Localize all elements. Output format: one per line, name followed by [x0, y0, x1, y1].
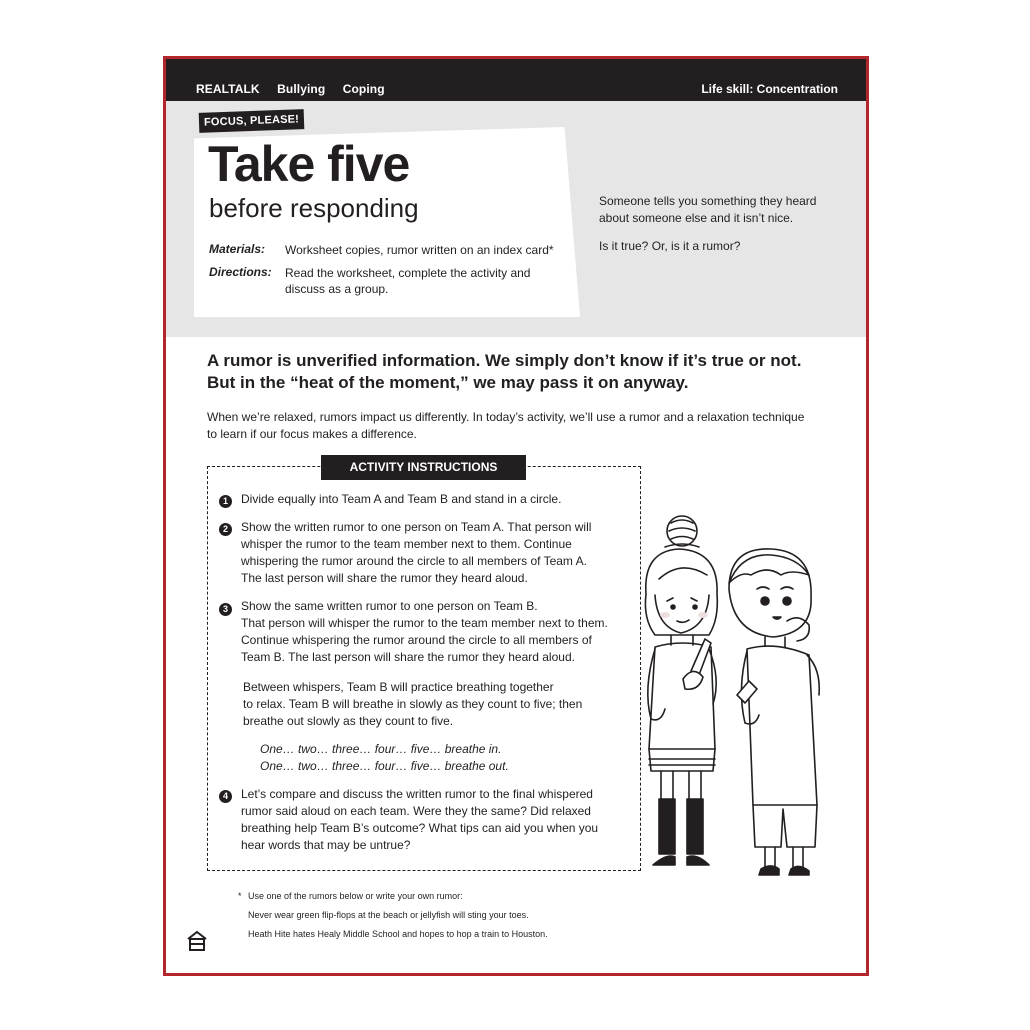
- focus-tag: FOCUS, PLEASE!: [199, 109, 305, 133]
- breathing-line: breathe out slowly as they count to five.: [243, 714, 454, 728]
- breathing-line: Between whispers, Team B will practice breathing together: [243, 680, 554, 694]
- worksheet-page: [163, 56, 869, 976]
- directions-value-1: Read the worksheet, complete the activity and: [285, 266, 531, 280]
- step-2-line: whisper the rumor to the team member next to them. Continue: [241, 537, 572, 551]
- lead-line-1: A rumor is unverified information. We simply don’t know if it’s true or not.: [207, 351, 802, 370]
- house-logo-icon: [186, 930, 208, 952]
- side-text-2: about someone else and it isn’t nice.: [599, 211, 794, 225]
- materials-label: Materials:: [209, 242, 266, 256]
- step-2-line: Show the written rumor to one person on Team A. That person will: [241, 520, 592, 534]
- step-4-line: Let’s compare and discuss the written rumor to the final whispered: [241, 787, 593, 801]
- side-text-1: Someone tells you something they heard: [599, 194, 817, 208]
- breathing-line: to relax. Team B will breathe in slowly as they count to five; then: [243, 697, 583, 711]
- step-3: [241, 598, 631, 666]
- lead-statement: [207, 350, 847, 394]
- nav-coping: Coping: [342, 82, 385, 96]
- brand-label: REALTALK: [196, 82, 260, 96]
- boy-figure: [729, 549, 819, 875]
- step-3-line: Team B. The last person will share the rumor they heard aloud.: [241, 650, 575, 664]
- step-2-line: whispering the rumor around the circle to all members of Team A.: [241, 554, 587, 568]
- step-3-line: Continue whispering the rumor around the circle to all members of: [241, 633, 592, 647]
- footnote-line-2: Never wear green flip-flops at the beach or jellyfish will sting your toes.: [248, 910, 529, 920]
- materials-value: Worksheet copies, rumor written on an index card*: [285, 243, 554, 257]
- page-title: Take five: [208, 136, 410, 192]
- directions-label: Directions:: [209, 265, 272, 279]
- header-panel: [166, 101, 866, 337]
- top-nav: [196, 82, 399, 96]
- intro-line-2: to learn if our focus makes a difference.: [207, 427, 417, 441]
- step-3-breathing: [243, 679, 633, 730]
- step-4-line: hear words that may be untrue?: [241, 838, 411, 852]
- intro-line-1: When we’re relaxed, rumors impact us differently. In today’s activity, we’ll use a rumor and a relaxation technique: [207, 410, 805, 424]
- intro-text: [207, 409, 847, 443]
- footnote-line-3: Heath Hite hates Healy Middle School and hopes to hop a train to Houston.: [248, 929, 548, 939]
- step-4-line: rumor said aloud on each team. Were they the same? Did relaxed: [241, 804, 591, 818]
- step-4-line: breathing help Team B’s outcome? What tips can aid you when you: [241, 821, 599, 835]
- nav-bullying: Bullying: [277, 82, 326, 96]
- two-kids-illustration: [621, 509, 851, 879]
- footnote-star: *: [238, 891, 242, 901]
- step-2-line: The last person will share the rumor they heard aloud.: [241, 571, 528, 585]
- step-4: [241, 786, 631, 854]
- step-1: [241, 491, 631, 508]
- breathe-out-text: One… two… three… four… five… breathe out.: [260, 759, 509, 773]
- activity-title: ACTIVITY INSTRUCTIONS: [321, 455, 526, 480]
- step-2: [241, 519, 631, 587]
- breathe-in-text: One… two… three… four… five… breathe in.: [260, 742, 502, 756]
- lead-line-2: But in the “heat of the moment,” we may pass it on anyway.: [207, 373, 689, 392]
- step-number-1: 1: [219, 495, 232, 508]
- step-number-2: 2: [219, 523, 232, 536]
- directions-value-2: discuss as a group.: [285, 282, 389, 296]
- footnote-line-1: Use one of the rumors below or write your own rumor:: [248, 891, 463, 901]
- page-subtitle: before responding: [209, 193, 419, 223]
- step-3-line: That person will whisper the rumor to the team member next to them.: [241, 616, 608, 630]
- step-1-line: Divide equally into Team A and Team B and stand in a circle.: [241, 492, 562, 506]
- girl-figure: [645, 516, 717, 865]
- life-skill-label: Life skill: Concentration: [701, 82, 838, 96]
- step-number-3: 3: [219, 603, 232, 616]
- step-3-line: Show the same written rumor to one person on Team B.: [241, 599, 538, 613]
- top-bar: [166, 59, 866, 101]
- step-number-4: 4: [219, 790, 232, 803]
- side-text-3: Is it true? Or, is it a rumor?: [599, 239, 741, 253]
